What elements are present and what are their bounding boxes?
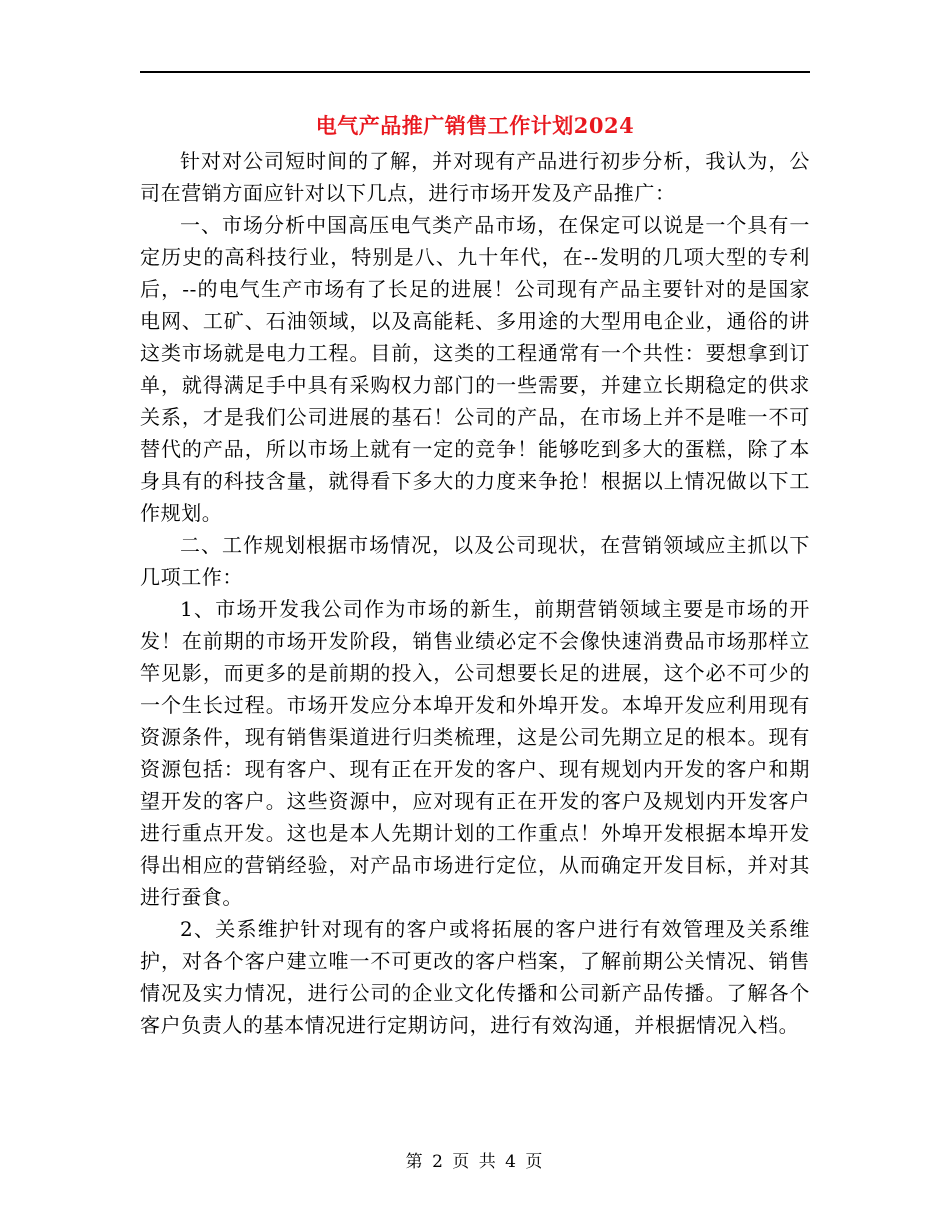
paragraph-market-analysis: 一、市场分析中国高压电气类产品市场，在保定可以说是一个具有一定历史的高科技行业，特别是八、九十年代，在--发明的几项大型的专利后，--的电气生产市场有了长足的进展！公司现有产品主要针对的是国家电网、工矿、石油领域，以及高能耗、多用途的大型用电企业，通俗的讲这类市场就是电力工程。目前，这类的工程通常有一个共性：要想拿到订单，就得满足手中具有采购权力部门的一些需要，并建立长期稳定的供求关系，才是我们公司进展的基石！公司的产品，在市场上并不是唯一不可替代的产品，所以市场上就有一定的竞争！能够吃到多大的蛋糕，除了本身具有的科技含量，就得看下多大的力度来争抢！根据以上情况做以下工作规划。	[140, 213, 810, 525]
paragraph-relationship-maintenance: 2、关系维护针对现有的客户或将拓展的客户进行有效管理及关系维护，对各个客户建立唯一不可更改的客户档案，了解前期公关情况、销售情况及实力情况，进行公司的企业文化传播和公司新产品传播。了解各个客户负责人的基本情况进行定期访问，进行有效沟通，并根据情况入档。	[140, 917, 810, 1037]
page-number: 第 2 页 共 4 页	[405, 1152, 545, 1172]
paragraph-work-plan: 二、工作规划根据市场情况，以及公司现状，在营销领域应主抓以下几项工作：	[140, 533, 810, 589]
paragraph-intro: 针对对公司短时间的了解，并对现有产品进行初步分析，我认为，公司在营销方面应针对以下几点，进行市场开发及产品推广：	[140, 149, 810, 205]
paragraph-market-development: 1、市场开发我公司作为市场的新生，前期营销领域主要是市场的开发！在前期的市场开发阶段，销售业绩必定不会像快速消费品市场那样立竿见影，而更多的是前期的投入，公司想要长足的进展，这个必不可少的一个生长过程。市场开发应分本埠开发和外埠开发。本埠开发应利用现有资源条件，现有销售渠道进行归类梳理，这是公司先期立足的根本。现有资源包括：现有客户、现有正在开发的客户、现有规划内开发的客户和期望开发的客户。这些资源中，应对现有正在开发的客户及规划内开发客户进行重点开发。这也是本人先期计划的工作重点！外埠开发根据本埠开发得出相应的营销经验，对产品市场进行定位，从而确定开发目标，并对其进行蚕食。	[140, 597, 810, 909]
document-body	[140, 145, 810, 1041]
document-title: 电气产品推广销售工作计划2024	[315, 113, 635, 138]
header-rule	[140, 71, 810, 73]
